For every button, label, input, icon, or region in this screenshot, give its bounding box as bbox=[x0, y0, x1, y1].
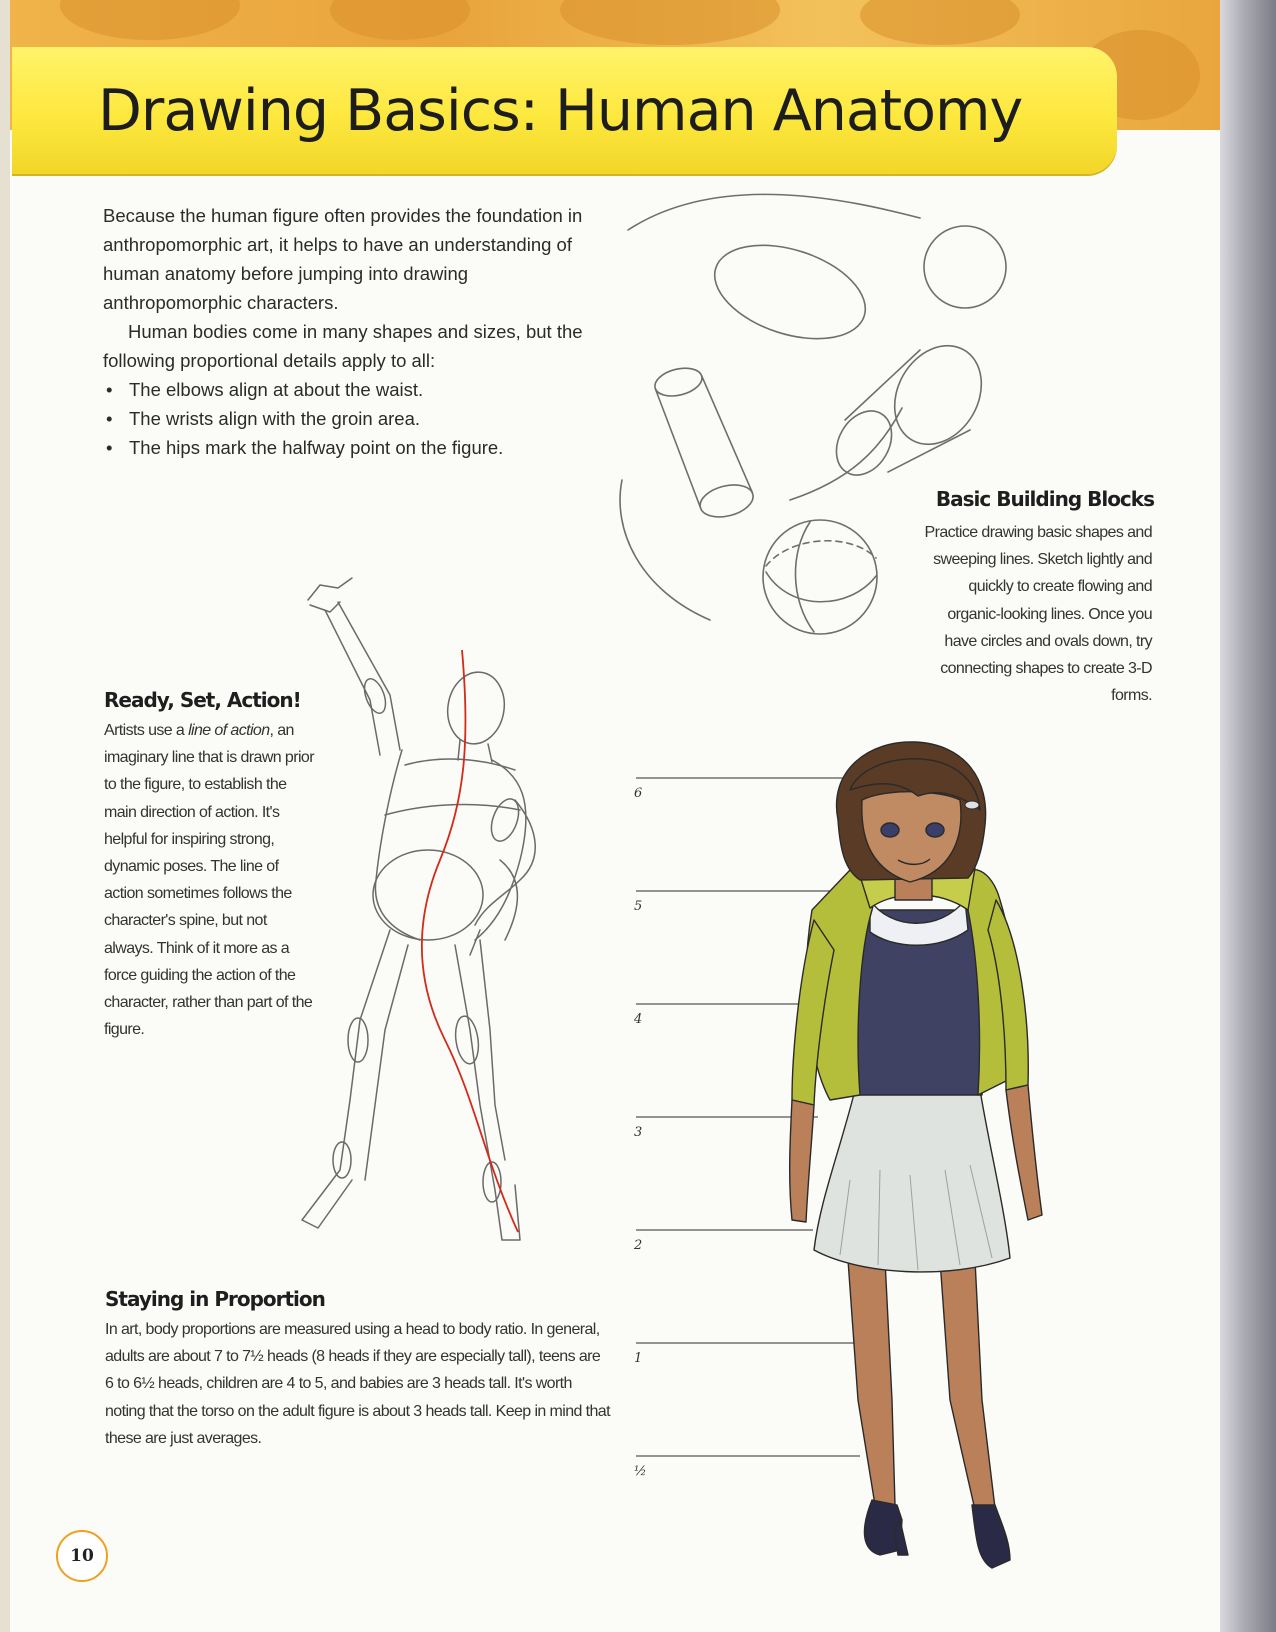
line-of-action-text-part: , an imaginary line that is drawn prior to the figure, to establish the main direction of action. It's helpful for inspiring strong, dynamic poses. The line of action sometimes follows the character's spine, but not always. Think of it more as a force guiding the action of the character, rather than part of the figure. bbox=[104, 722, 314, 1039]
teen-girl-illustration bbox=[800, 760, 1090, 1600]
line-of-action-term: line of action bbox=[188, 722, 270, 739]
legs bbox=[848, 1260, 895, 1505]
line-of-action-heading: Ready, Set, Action! bbox=[104, 688, 301, 712]
ruler-label: 4 bbox=[634, 1012, 643, 1027]
page-number: 10 bbox=[56, 1530, 108, 1582]
sketch-circle bbox=[924, 226, 1006, 308]
sketch-cylinder bbox=[652, 359, 756, 526]
ruler-label: 1 bbox=[634, 1351, 643, 1366]
sweeping-curve bbox=[620, 480, 710, 620]
proportion-bullet-list bbox=[103, 375, 603, 462]
proportion-heading: Staying in Proportion bbox=[105, 1287, 325, 1311]
line-of-action-text bbox=[104, 717, 319, 1043]
building-blocks-text: Practice drawing basic shapes and sweeping lines. Sketch lightly and quickly to create flowing and organic-looking lines. Once you have circles and ovals down, try connecting shapes to create 3-D forms. bbox=[924, 524, 1152, 705]
bullet-item: • The wrists align with the groin area. bbox=[103, 404, 603, 433]
book-spine-shadow bbox=[1220, 0, 1276, 1632]
line-of-action bbox=[422, 650, 518, 1232]
page-title: Drawing Basics: Human Anatomy bbox=[98, 78, 1023, 144]
bullet-item: • The hips mark the halfway point on the figure. bbox=[103, 433, 603, 462]
building-blocks-heading: Basic Building Blocks bbox=[935, 487, 1154, 511]
gesture-figure-sketch bbox=[280, 560, 580, 1280]
proportion-text: In art, body proportions are measured using a head to body ratio. In general, adults are about 7 to 7½ heads (8 heads if they are especially tall), teens are 6 to 6½ heads, children are 4 to 5, and babies are 3 heads tall. It's worth noting that the torso on the adult figure is about 3 heads tall. Keep in mind that these are just averages. bbox=[105, 1321, 610, 1447]
right-shoe bbox=[972, 1505, 1010, 1568]
sketch-sphere bbox=[763, 520, 877, 634]
ruler-label: 5 bbox=[634, 899, 643, 914]
page-left-edge bbox=[0, 0, 10, 1632]
ruler-label: 3 bbox=[634, 1125, 643, 1140]
ruler-label: ½ bbox=[634, 1464, 647, 1479]
ruler-label: 2 bbox=[634, 1238, 643, 1253]
sketch-oval bbox=[703, 228, 877, 356]
intro-paragraph-2: Human bodies come in many shapes and sizes, but the following proportional details apply to all: bbox=[103, 321, 583, 371]
skirt bbox=[814, 1090, 1010, 1272]
sweeping-line bbox=[628, 194, 920, 230]
ruler-label: 6 bbox=[634, 786, 643, 801]
line-of-action-text-part: Artists use a bbox=[104, 722, 189, 739]
bullet-item: • The elbows align at about the waist. bbox=[103, 375, 603, 404]
sketch-connected-cylinder bbox=[790, 330, 999, 500]
intro-paragraph-1: Because the human figure often provides the foundation in anthropomorphic art, it helps to have an understanding of human anatomy before jumping into drawing anthropomorphic characters. bbox=[103, 205, 583, 313]
intro-text bbox=[103, 201, 603, 462]
